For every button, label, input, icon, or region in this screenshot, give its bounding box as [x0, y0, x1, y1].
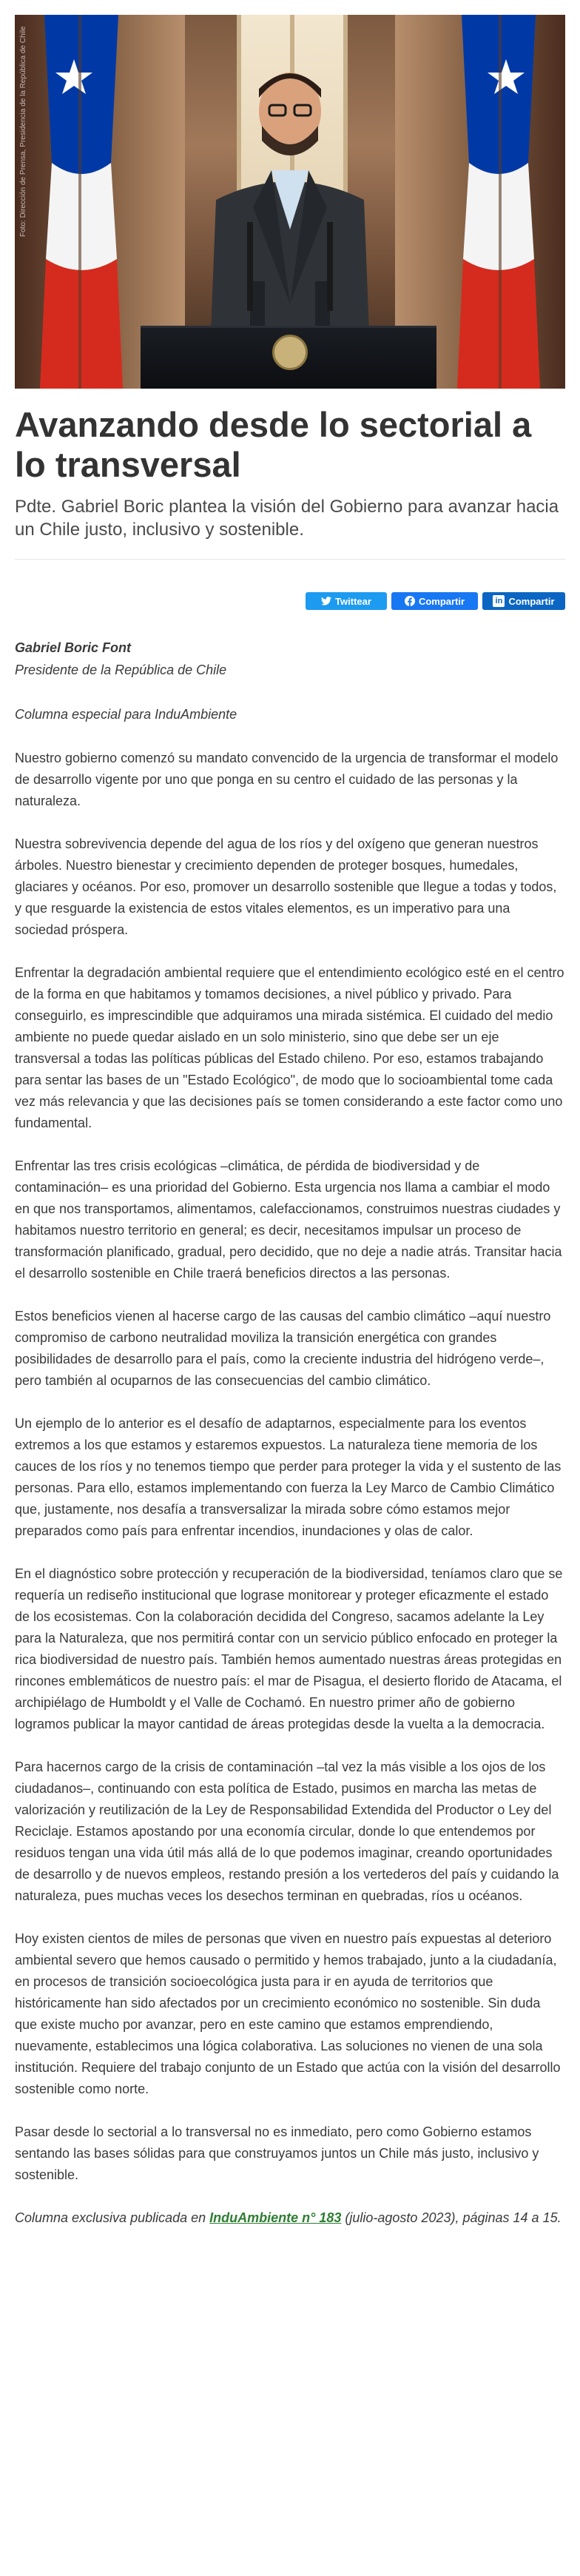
facebook-share-button[interactable]: [391, 592, 478, 610]
paragraph-6: Un ejemplo de lo anterior es el desafío de adaptarnos, especialmente para los eventos extremos a los que estamos y estaremos expuestos. La naturaleza tiene memoria de los cauces de los ríos y no tenemos tiempo que perder para proteger la vida y el sustento de las personas. Para ello, estamos implementando con fuerza la Ley Marco de Cambio Climático que, justamente, nos desafía a transversalizar la mirada sobre cómo estamos mejor preparados como país para enfrentar incendios, inundaciones y olas de calor.: [15, 1416, 562, 1538]
chile-flag-left: [30, 15, 133, 389]
publication-note: [15, 2207, 565, 2229]
twitter-share-button[interactable]: [306, 592, 387, 610]
twitter-bird-icon: [321, 597, 331, 606]
paragraph-7: En el diagnóstico sobre protección y recuperación de la biodiversidad, teníamos claro que se requería un rediseño institucional que lograse monitorear y proteger eficazmente el estado de los ecosistemas. Con la colaboración decidida del Congreso, sacamos adelante la Ley para la Naturaleza, que nos permitirá contar con un servicio público enfocado en proteger la rica biodiversidad de nuestro país. También hemos aumentado nuestras áreas protegidas en rincones emblemáticos de nuestro país: el mar de Pisagua, el desierto florido de Atacama, el archipiélago de Humboldt y el Valle de Cochamó. En nuestro primer año de gobierno logramos publicar la mayor cantidad de áreas protegidas desde la vuelta a la democracia.: [15, 1566, 563, 1731]
column-note: Columna especial para InduAmbiente: [15, 707, 237, 722]
author-name: Gabriel Boric Font: [15, 640, 132, 655]
induambiente-issue-link[interactable]: InduAmbiente n° 183: [209, 2210, 342, 2225]
paragraph-3: Enfrentar la degradación ambiental requiere que el entendimiento ecológico esté en el centro de la forma en que habitamos y tomamos decisiones, a nivel público y privado. Para conseguirlo, es imprescindible que adquiramos una mirada sistémica. El cuidado del medio ambiente no puede quedar aislado en un solo ministerio, sino que debe ser un eje transversal a todas las políticas públicas del Estado chileno. Por eso, estamos trabajando para sentar las bases de un "Estado Ecológico", de modo que lo socioambiental tome cada vez más relevancia y que las decisiones país se tomen considerando a este factor como uno fundamental.: [15, 965, 564, 1130]
publication-note-prefix: Columna exclusiva publicada en: [15, 2210, 210, 2225]
article-title: Avanzando desde lo sectorial a lo transversal: [15, 405, 532, 484]
linkedin-share-label: Compartir: [508, 595, 555, 607]
paragraph-9: Hoy existen cientos de miles de personas que viven en nuestro país expuestas al deterioro ambiental severo que hemos causado o permitido y hemos trabajado, junto a la ciudadanía, en procesos de transición socioecológica justa para ir en ayuda de territorios que históricamente han sido afectados por un crecimiento económico no sostenible. Sin duda que existe mucho por avanzar, pero en este camino que estamos emprendiendo, nuevamente, establecimos una lógica colaborativa. Las soluciones no vienen de una sola institución. Requiere del trabajo conjunto de un Estado que actúa con la visión del desarrollo sostenible como norte.: [15, 1931, 561, 2096]
paragraph-2: Nuestra sobrevivencia depende del agua de los ríos y del oxígeno que generan nuestros árboles. Nuestro bienestar y crecimiento dependen de proteger bosques, humedales, glaciares y océanos. Por eso, promover un desarrollo sostenible que llegue a todas y todos, y que resguarde la existencia de estos vitales elementos, es un imperativo para una sociedad próspera.: [15, 836, 557, 937]
paragraph-4: Enfrentar las tres crisis ecológicas –climática, de pérdida de biodiversidad y de contaminación– es una prioridad del Gobierno. Esta urgencia nos llama a cambiar el modo en que nos transportamos, alimentamos, calefaccionamos, construimos nuestras ciudades y habitamos nuestro territorio en general; es decir, necesitamos impulsar un proceso de transformación planificado, gradual, pero decidido, que no deje a nadie atrás. Transitar hacia el desarrollo sostenible en Chile traerá beneficios directos a las personas.: [15, 1158, 562, 1281]
twitter-share-label: Twittear: [335, 595, 371, 607]
paragraph-8: Para hacernos cargo de la crisis de contaminación –tal vez la más visible a los ojos de los ciudadanos–, continuando con esta política de Estado, pusimos en marcha las metas de valorización y reutilización de la Ley de Responsabilidad Extendida del Productor o Ley del Reciclaje. Estamos apostando por una economía circular, donde lo que entendemos por residuos tengan una vida útil más allá de lo que podemos imaginar, creando oportunidades de desarrollo y de nuevos empleos, restando presión a los vertederos del país y cuidando la naturaleza, pues muchas veces los desechos terminan en quebradas, ríos u océanos.: [15, 1760, 559, 1903]
paragraph-1: Nuestro gobierno comenzó su mandato convencido de la urgencia de transformar el modelo de desarrollo vigente por uno que ponga en su centro el cuidado de las personas y la naturaleza.: [15, 751, 559, 808]
article-body: [15, 748, 565, 2186]
paragraph-5: Estos beneficios vienen al hacerse cargo de las causas del cambio climático –aquí nuestro compromiso de carbono neutralidad moviliza la transición energética con grandes posibilidades de desarrollo para el país, como la creciente industria del hidrógeno verde–, pero también al ocuparnos de las consecuencias del cambio climático.: [15, 1309, 551, 1388]
presidential-seal-icon: [272, 335, 308, 370]
linkedin-share-button[interactable]: [482, 592, 565, 610]
publication-note-suffix: (julio-agosto 2023), páginas 14 a 15.: [341, 2210, 562, 2225]
chile-flag-right: [447, 15, 550, 389]
hero-photo: [15, 15, 565, 389]
photo-credit: Foto: Dirección de Prensa, Presidencia de la República de Chile: [19, 26, 27, 237]
article-subtitle: Pdte. Gabriel Boric plantea la visión del Gobierno para avanzar hacia un Chile justo, inclusivo y sostenible.: [15, 497, 559, 540]
author-role: Presidente de la República de Chile: [15, 663, 227, 677]
facebook-share-label: Compartir: [418, 595, 465, 607]
linkedin-icon: in: [493, 595, 505, 607]
share-bar: [15, 592, 565, 611]
facebook-icon: [405, 596, 415, 606]
divider: [15, 559, 565, 560]
byline: [15, 637, 565, 725]
paragraph-10: Pasar desde lo sectorial a lo transversal no es inmediato, pero como Gobierno estamos sentando las bases sólidas para que construyamos juntos un Chile más justo, inclusivo y sostenible.: [15, 2124, 539, 2182]
